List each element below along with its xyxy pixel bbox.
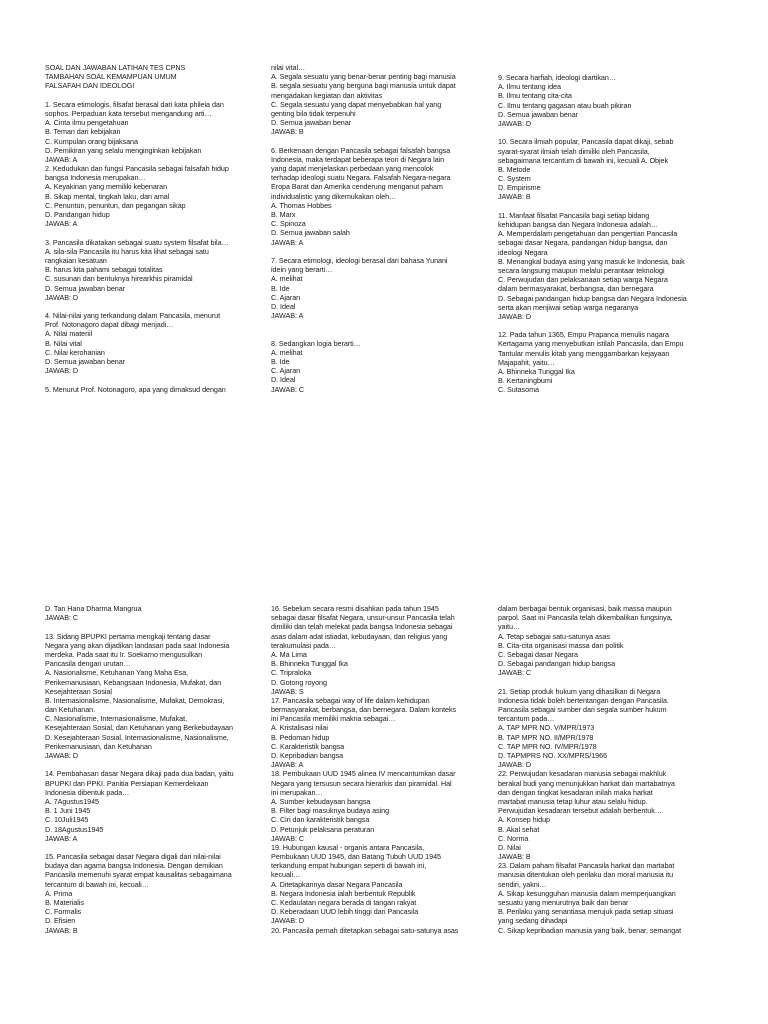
text-line: B. segala sesuatu yang berguna bagi manusia untuk dapat (271, 81, 456, 91)
blank-line (45, 843, 267, 852)
text-line: D. Nilai (498, 842, 521, 852)
column-5 (271, 604, 493, 935)
text-line: sebagai dasar filsafat Negara, unsur-unsur Pancasila telah (271, 613, 455, 623)
text-line: C. Formalis (45, 907, 82, 917)
answer-line: JAWAB: C (498, 668, 532, 678)
text-line: C. Kumpulan orang bijaksana (45, 136, 138, 146)
text-line: A. Bhinneka Tunggal Ika (498, 367, 575, 376)
answer-line: JAWAB: D (498, 118, 532, 128)
text-line: 3. Pancasila dikatakan sebagai suatu system filsafat bila… (45, 237, 229, 247)
blank-line (498, 321, 720, 330)
text-line: C. Ajaran (271, 292, 301, 302)
text-line: 15. Pancasila sebagai dasar Negara digali dari nilai-nilai (45, 852, 221, 862)
answer-line: JAWAB: D (498, 311, 532, 321)
text-line: B. Materialis (45, 898, 84, 907)
text-line: 2. Kedudukan dan fungsi Pancasila sebagai falsafah hidup (45, 164, 229, 174)
text-line: B. Internasionalisme, Nasionalisme, Mufakat, Demokrasi, (45, 695, 225, 705)
text-line: 9. Secara harfiah, ideologi diartikan… (498, 73, 616, 82)
text-line: A. melihat (271, 274, 303, 284)
text-line: berakal budi yang menunjukkan harkat dan martabatnya (498, 778, 675, 788)
text-line: 21. Setiap produk hukum yang dihasilkan di Negara (498, 686, 661, 696)
text-line: C. Tripraloka (271, 668, 312, 678)
text-line: yang sedang dihadapi (498, 916, 568, 926)
text-line: sendiri, yakni… (498, 879, 547, 889)
text-line: A. Nilai materiil (45, 329, 93, 339)
text-line: D. TAPMPRS NO. XX/MPRS/1966 (498, 751, 608, 760)
text-line: D. Ideal (271, 375, 296, 385)
text-line: sophos. Perpaduan kata tersebut mengandung arti… (45, 108, 212, 118)
text-line: 1. Secara etimologis, filsafat berasal dari kata phileia dan (45, 99, 224, 109)
text-line: A. Ilmu tentang idea (498, 82, 561, 92)
text-line: D. Kesejahteraan Sosial, Internasionalisme, Nasionalisme, (45, 732, 229, 742)
text-line: B. Ilmu tentang cita-cita (498, 91, 572, 101)
text-line: Pembukaan UUD 1945, dan Batang Tubuh UUD 1945 (271, 852, 441, 862)
text-line: B. Metode (498, 164, 531, 174)
blank-line (45, 91, 267, 100)
text-line: A. Ditetapkannya dasar Negara Pancasila (271, 879, 403, 889)
text-line: D. Empirisme (498, 183, 541, 193)
text-line: rangkaian kesatuan (45, 255, 107, 265)
text-line: B. Bhinneka Tunggal Ika (271, 659, 348, 669)
text-line: 22. Perwujudan kesadaran manusia sebagai makhluk (498, 769, 667, 779)
text-line: 7. Secara etimologi, ideologi berasal dari bahasa Yunani (271, 255, 448, 265)
text-line: Pancasila dengan urutan… (45, 659, 131, 669)
text-line: A. melihat (271, 347, 303, 357)
answer-line: JAWAB: B (271, 127, 304, 137)
text-line: 18. Pembukaan UUD 1945 alinea IV mencantumkan dasar (271, 769, 456, 779)
blank-line (498, 678, 720, 687)
text-line: A. Sumber kebudayaan bangsa (271, 796, 371, 806)
text-line: parpol. Saat ini Pancasila telah dikembalikan fungsinya, (498, 613, 673, 623)
text-line: B. harus kita pahami sebagai totalitas (45, 265, 163, 275)
text-line: secara langsung maupun melalui perantaar teknologi (498, 265, 665, 275)
answer-line: JAWAB: D (498, 760, 532, 770)
text-line: Prof. Notonagoro dapat dibagi menjadi… (45, 320, 174, 330)
text-line: C. Sebagai dasar Negara (498, 649, 578, 659)
text-line: Kesejahteraan Sosial, dan Ketuhanan yang Berkebudayaan (45, 723, 233, 733)
text-line: C. Kedaulatan negara berada di tangan rakyat (271, 898, 417, 907)
text-line: C. 10Juli1945 (45, 815, 89, 825)
answer-line: JAWAB: A (45, 154, 78, 164)
text-line: D. Ideal (271, 301, 296, 311)
text-line: 20. Pancasila pernah ditetapkan sebagai satu-satunya asas (271, 925, 459, 935)
text-line: D. Sebagai pandangan hidup bangsa dan Negara Indonesia (498, 293, 687, 303)
text-line: C. Sutasoma (498, 385, 539, 395)
text-line: C. Nasionalisme, Internasionalisme, Mufakat, (45, 714, 188, 724)
answer-line: JAWAB: D (45, 366, 79, 376)
text-line: A. Tetap sebagai satu-satunya asas (498, 631, 611, 641)
text-line: asas dalam adat istiadat, kebudayaan, dan religius yang (271, 631, 448, 641)
text-line: bermasyarakat, berbangsa, dan bernegara. Dalam konteks (271, 705, 457, 715)
text-line: merdeka. Pada saat itu Ir. Soekarno mengusulkan (45, 649, 203, 659)
answer-line: JAWAB: B (498, 852, 531, 862)
text-line: Kesejahteraan Sosial (45, 686, 112, 696)
text-line: C. Perwujudan dan pelaksanaan setiap warga Negara (498, 275, 668, 285)
answer-line: JAWAB: C (45, 613, 79, 623)
text-line: A. Ma Lima (271, 649, 307, 659)
text-line: A. Nasionalisme, Ketuhanan Yang Maha Esa, (45, 668, 189, 678)
text-line: D. Semua jawaban benar (271, 118, 352, 128)
blank-line (45, 375, 267, 384)
answer-line: JAWAB: S (271, 686, 304, 696)
text-line: sesuatu yang menurutnya baik dan benar (498, 898, 629, 907)
blank-line (45, 228, 267, 237)
text-line: Perikemanusiaan, Kebangsaan Indonesia, Mufakat, dan (45, 677, 222, 687)
answer-line: JAWAB: A (271, 237, 304, 247)
text-line: syarat-syarat ilmiah telah dimiliki oleh Pancasila, (498, 146, 650, 156)
text-line: B. Negara Indonesia ialah berbentuk Republik (271, 888, 416, 898)
blank-line (271, 137, 493, 146)
text-line: sebagai dasar Negara, pandangan hidup bangsa, dan (498, 238, 668, 248)
text-line: bangsa Indonesia merupakan… (45, 173, 146, 183)
text-line: B. Filter bagi masuknya budaya asing (271, 806, 390, 816)
text-line: terkandung empat hubungan seperti di bawah ini, (271, 861, 427, 871)
text-line: BPUPKI dan PPKI. Panitia Persiapan Kemerdekaan (45, 778, 209, 788)
text-line: B. 1 Juni 1945 (45, 806, 91, 816)
text-line: serta akan menjiwai setiap warga negaranya (498, 302, 639, 312)
answer-line: JAWAB: B (45, 925, 78, 935)
text-line: 6. Berkenaan dengan Pancasila sebagai falsafah bangsa (271, 145, 451, 155)
blank-line (271, 247, 493, 256)
text-line: idein yang berarti… (271, 265, 333, 275)
text-line: C. Ciri dan karakteristik bangsa (271, 815, 370, 825)
text-line: genting bila tidak terpenuhi (271, 108, 356, 118)
text-line: B. Ide (271, 283, 290, 293)
text-line: 12. Pada tahun 1365, Empu Prapanca menulis nagara (498, 330, 669, 340)
text-line: kehidupan bangsa dan Negara Indonesia adalah… (498, 220, 658, 229)
text-line: C. Nilai kerohanian (45, 347, 105, 357)
blank-line (498, 202, 720, 211)
text-line: ini Pancasila memiliki makna sebagai… (271, 714, 396, 724)
text-line: individualistic yang dikemukakan oleh… (271, 191, 397, 201)
text-line: ini merupakan… (271, 787, 323, 797)
text-line: A. TAP MPR NO. V/MPR/1973 (498, 723, 595, 733)
text-line: terhadap ideologi suatu Negara. Falsafah Negara-negara (271, 173, 451, 183)
text-line: A. Prima (45, 888, 73, 898)
text-line: D. Efisien (45, 916, 76, 926)
text-line: B. Teman dari kebijakan (45, 127, 121, 137)
text-line: A. Sikap kesungguhan manusia dalam memperjuangkan (498, 888, 676, 898)
text-line: A. Cinta ilmu pengetahuan (45, 118, 129, 128)
text-line: D. Semua jawaban benar (45, 357, 126, 366)
text-line: Pancasila memenuhi syarat empat kausalitas sebagaimana (45, 870, 232, 880)
text-line: mengadakan kegiatan dan aktivitas (271, 90, 383, 100)
text-line: 11. Manfaat filsafat Pancasila bagi setiap bidang (498, 210, 650, 220)
text-line: B. Ide (271, 357, 290, 366)
text-line: D. Pemikiran yang selalu menginginkan kebijakan (45, 145, 202, 155)
text-line: tercantum di bawah ini, kecuali… (45, 879, 149, 889)
answer-line: JAWAB: D (45, 751, 79, 760)
text-line: 19. Hubungan kausal - organis antara Pancasila, (271, 842, 425, 852)
text-line: B. Sikap mental, tingkah laku, dan amal (45, 191, 170, 201)
blank-line (45, 622, 267, 631)
text-line: D. Keberadaan UUD lebih tinggi dari Pancasila (271, 907, 419, 917)
text-line: A. Konsep hidup (498, 815, 550, 825)
text-line: Indonesia dibentuk pada… (45, 787, 130, 797)
document-page-bottom (0, 512, 768, 1024)
text-line: D. Petunjuk pelaksana peraturan (271, 824, 375, 834)
text-line: 14. Pembahasan dasar Negara dikaji pada dua badan, yaitu (45, 769, 234, 779)
answer-line: JAWAB: A (45, 833, 78, 843)
text-line: Eropa Barat dan Amerika cenderung menganut paham (271, 182, 443, 192)
text-line: dan dengan tingkat kesadaran inilah maka harkat (498, 787, 653, 797)
text-line: D. Sebagai pandangan hidup bangsa (498, 659, 616, 669)
text-line: manusia ditentukan oleh perilaku dan moral manusia itu (498, 870, 674, 880)
text-line: B. TAP MPR NO. II/MPR/1978 (498, 732, 594, 742)
text-line: C. susunan dan bentuknya hirearkhis piramidal (45, 274, 193, 284)
column-2 (271, 63, 493, 394)
text-line: Indonesia, maka terdapat beberapa teori di Negara lain (271, 154, 445, 164)
text-line: 5. Menurut Prof. Notonagoro, apa yang dimaksud dengan (45, 384, 226, 394)
text-line: dalam bermasyarakat, berbangsa, dan bernegara (498, 284, 654, 294)
text-line: yang dapat menjelaskan perbedaan yang mencolok (271, 164, 434, 174)
text-line: B. Cita-cita organisasi massa dan politik (498, 640, 624, 650)
text-line: C. Spinoza (271, 219, 306, 229)
text-line: Negara yang tersusun secara hierarkis dan piramidal. Hal (271, 778, 452, 788)
text-line: Majapahit, yaitu… (498, 357, 555, 367)
column-6 (498, 604, 720, 935)
text-line: 10. Secara ilmiah popular, Pancasila dapat dikaji, sebab (498, 137, 674, 147)
text-line: Perikemanusiaan, dan Ketuhanan (45, 741, 152, 751)
text-line: C. Norma (498, 833, 529, 843)
text-line: D. Semua jawaban salah (271, 228, 350, 238)
text-line: B. Perilaku yang senantiasa merujuk pada setiap situasi (498, 907, 674, 917)
blank-line (271, 329, 493, 338)
text-line: D. Tan Hana Dharma Mangrua (45, 604, 142, 613)
text-line: B. Marx (271, 210, 296, 219)
text-line: dimiliki dan telah melekat pada bangsa Indonesia sebagai (271, 622, 453, 632)
text-line: D. Kepribadian bangsa (271, 751, 344, 760)
answer-line: JAWAB: D (271, 916, 305, 926)
answer-line: JAWAB: C (271, 833, 305, 843)
answer-line: JAWAB: A (45, 219, 78, 229)
text-line: Negara yang akan dijadikan landasan pada saat Indonesia (45, 640, 230, 650)
text-line: Kertagama yang menyebutkan istilah Pancasila, dan Empu (498, 339, 684, 349)
text-line: 17. Pancasila sebagai way of life dalam kehidupan (271, 695, 430, 705)
text-line: martabat manusia tetap luhur atau selalu hidup. (498, 796, 648, 806)
text-line: A. Memperdalam pengetahuan dan pengertian Pancasila (498, 229, 678, 239)
text-line: C. Ajaran (271, 366, 301, 376)
text-line: nilai vital… (271, 63, 306, 72)
text-line: B. Pedoman hidup (271, 732, 330, 742)
column-1 (45, 63, 267, 394)
text-line: Indonesia tidak boleh bertentangan dengan Pancasila. (498, 695, 669, 705)
text-line: B. Nilai vital (45, 338, 82, 348)
text-line: D. Gotong royong (271, 677, 327, 687)
text-line: D. Semua jawaban benar (498, 109, 579, 119)
text-line: 23. Dalam paham filsafat Pancasila harkat dan martabat (498, 861, 675, 871)
text-line: Tantular menulis kitab yang menggambarkan kejayaan (498, 348, 670, 358)
answer-line: JAWAB: D (45, 292, 79, 302)
text-line: C. Ilmu tentang gagasan atau buah pikiran (498, 100, 632, 110)
text-line: A. Segala sesuatu yang benar-benar penting bagi manusia (271, 72, 456, 82)
text-line: dalam berbagai bentuk organisasi, baik massa maupun (498, 604, 672, 613)
text-line: A. Thomas Hobbes (271, 200, 332, 210)
text-line: Perwujudan kesadaran tersebut adalah berbentuk… (498, 806, 662, 816)
answer-line: JAWAB: B (498, 192, 531, 202)
blank-line (45, 302, 267, 311)
text-line: ideologi Negara (498, 247, 548, 257)
text-line: D. Semua jawaban benar (45, 283, 126, 293)
text-line: 16. Sebelum secara resmi disahkan pada tahun 1945 (271, 604, 439, 613)
text-line: sebagaimana tercantum di bawah ini, kecuali A. Objek (498, 155, 668, 165)
text-line: 8. Sedangkan logia berarti… (271, 338, 361, 348)
text-line: D. 18Agustus1945 (45, 824, 104, 834)
text-line: tercantum pada… (498, 714, 555, 724)
blank-line (45, 760, 267, 769)
text-line: A. 7Agustus1945 (45, 796, 99, 806)
text-line: TAMBAHAN SOAL KEMAMPUAN UMUM (45, 72, 177, 82)
text-line: D. Pandangan hidup (45, 210, 110, 219)
column-3 (498, 73, 720, 395)
text-line: SOAL DAN JAWABAN LATIHAN TES CPNS (45, 63, 186, 72)
text-line: C. System (498, 174, 531, 184)
text-line: yaitu… (498, 622, 521, 632)
text-line: A. Kristalisasi nilai (271, 723, 328, 733)
answer-line: JAWAB: A (271, 311, 304, 321)
text-line: C. Karakteristik bangsa (271, 741, 345, 751)
text-line: terakumulasi pada… (271, 640, 337, 650)
text-line: 13. Sidang BPUPKI pertama mengkaji tentang dasar (45, 631, 211, 641)
answer-line: JAWAB: C (271, 384, 305, 394)
blank-line (271, 320, 493, 329)
text-line: dan Ketuhanan. (45, 705, 96, 715)
text-line: C. TAP MPR NO. IV/MPR/1978 (498, 741, 597, 751)
text-line: C. Sikap kepribadian manusia yang baik, benar, semangat (498, 925, 682, 935)
text-line: kecuali… (271, 870, 301, 880)
text-line: Pancasila sebagai sumber dari segala sumber hukum (498, 705, 667, 715)
text-line: B. Kertaningbumi (498, 376, 553, 386)
text-line: C. Segala sesuatu yang dapat menyebabkan hal yang (271, 99, 442, 109)
text-line: A. Keyakinan yang memiliki kebenaran (45, 182, 168, 192)
text-line: B. Menangkal budaya asing yang masuk ke Indonesia, baik (498, 256, 685, 266)
answer-line: JAWAB: A (271, 760, 304, 770)
text-line: A. sila-sila Pancasila itu harus kita lihat sebagai satu (45, 246, 209, 256)
text-line: C. Penuntun, penuntun, dan pegangan sikap (45, 200, 186, 210)
text-line: FALSAFAH DAN IDEOLOGI (45, 81, 135, 91)
text-line: 4. Nilai-nilai yang terkandung dalam Pancasila, menurut (45, 311, 221, 321)
blank-line (498, 128, 720, 137)
text-line: budaya dan agama bangsa Indonesia. Dengan demikian (45, 861, 223, 871)
column-4 (45, 604, 267, 935)
text-line: B. Akal sehat (498, 824, 540, 834)
